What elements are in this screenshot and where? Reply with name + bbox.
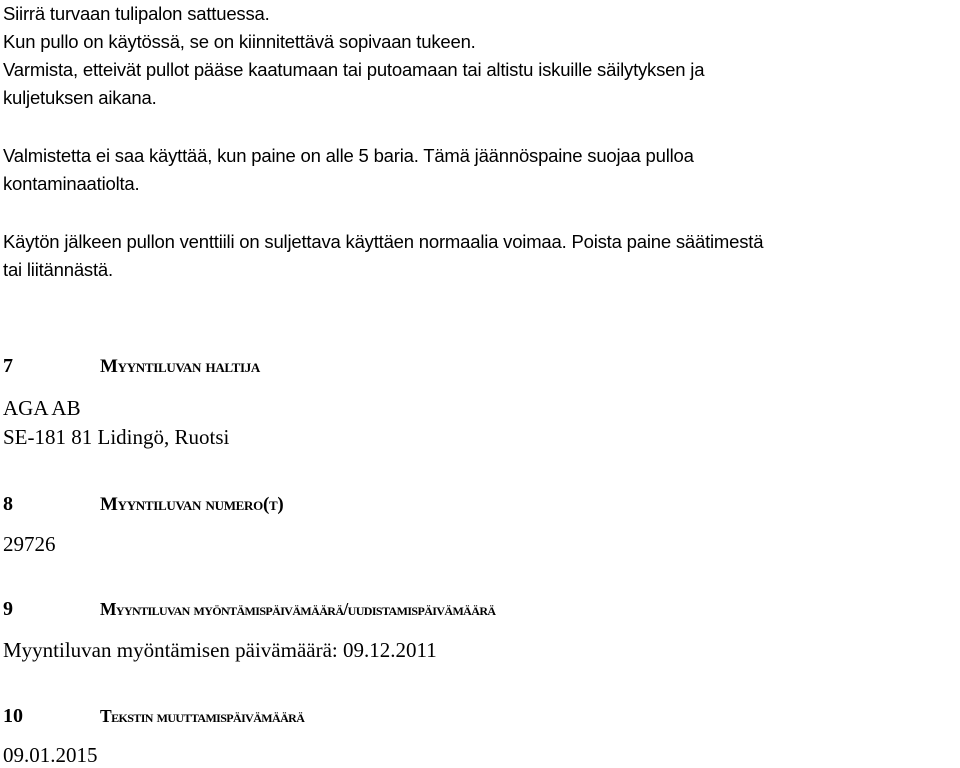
text-line: Valmistetta ei saa käyttää, kun paine on alle 5 baria. Tämä jäännöspaine suojaa pulloa: [3, 145, 694, 166]
text-line: Varmista, etteivät pullot pääse kaatumaan tai putoamaan tai altistu iskuille säilytyksen ja: [3, 59, 705, 80]
text-line: Kun pullo on käytössä, se on kiinnitettävä sopivaan tukeen.: [3, 31, 476, 52]
section-title: Myyntiluvan myöntämispäivämäärä/uudistamispäivämäärä: [100, 599, 496, 619]
text-line: Käytön jälkeen pullon venttiili on suljettava käyttäen normaalia voimaa. Poista paine säätimestä: [3, 231, 764, 252]
section-title: Tekstin muuttamispäivämäärä: [100, 706, 305, 726]
text-line: tai liitännästä.: [3, 259, 113, 280]
revision-date: 09.01.2015: [3, 743, 98, 767]
section-number: 7: [3, 355, 13, 377]
section-number: 8: [3, 493, 13, 515]
section-number: 9: [3, 598, 13, 620]
holder-address: SE-181 81 Lidingö, Ruotsi: [3, 425, 230, 449]
section-title: Myyntiluvan numero(t): [100, 494, 284, 515]
authorisation-number: 29726: [3, 532, 56, 556]
section-number: 10: [3, 705, 23, 727]
holder-name: AGA AB: [3, 396, 81, 420]
text-line: kuljetuksen aikana.: [3, 87, 157, 108]
text-line: kontaminaatiolta.: [3, 173, 140, 194]
section-title: Myyntiluvan haltija: [100, 356, 261, 377]
authorisation-date: Myyntiluvan myöntämisen päivämäärä: 09.12.2011: [3, 638, 437, 662]
text-line: Siirrä turvaan tulipalon sattuessa.: [3, 3, 270, 24]
